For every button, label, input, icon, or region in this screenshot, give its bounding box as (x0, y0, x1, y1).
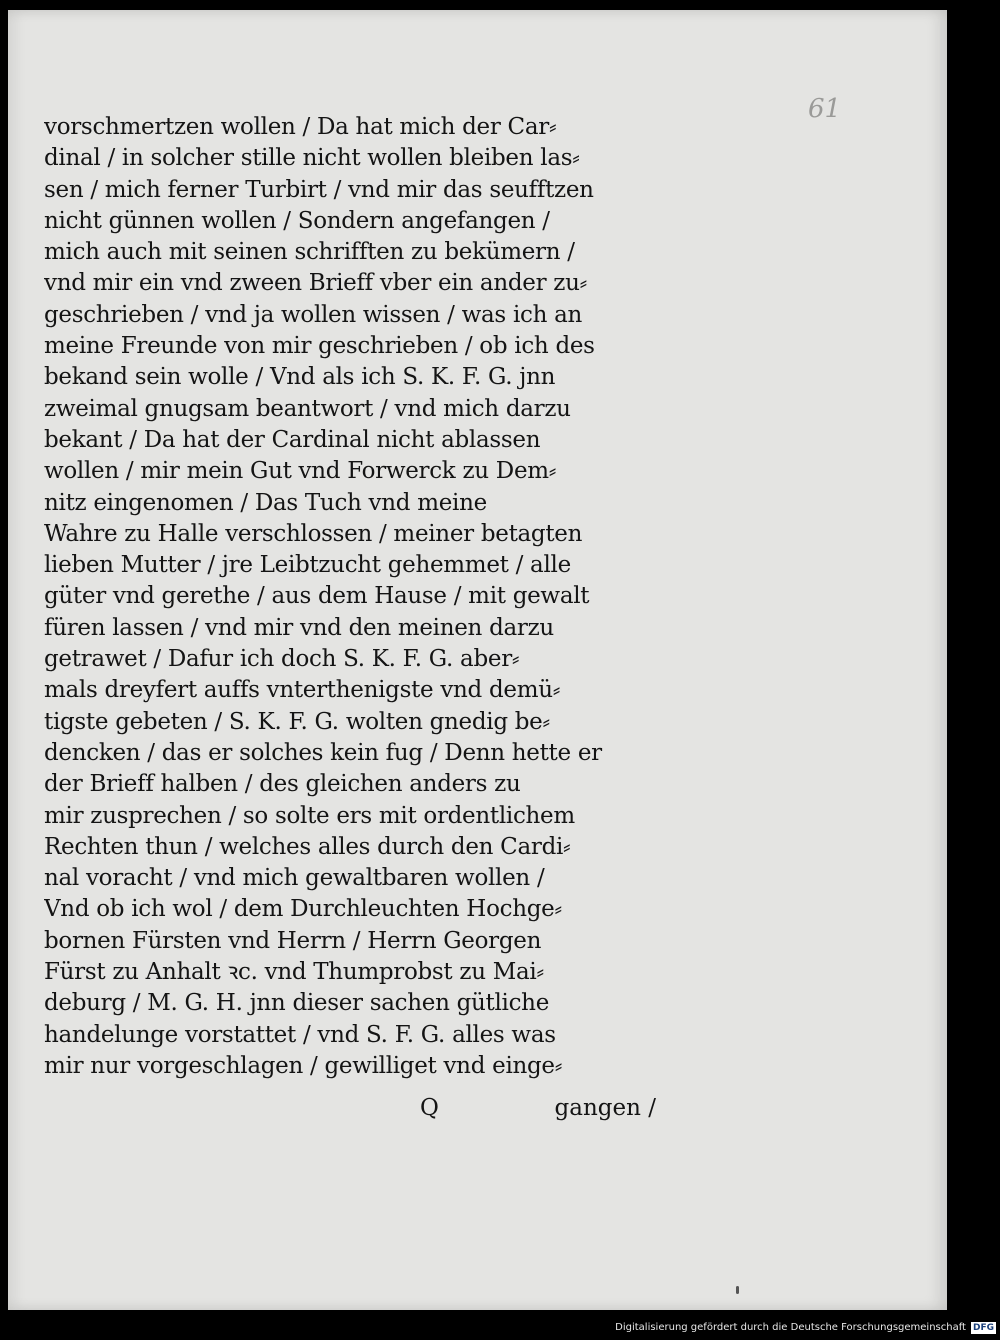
catchword: gangen / (554, 1095, 656, 1121)
book-page (8, 10, 947, 1310)
ink-speck (736, 1286, 739, 1294)
text-line: handelunge vorstattet / vnd S. F. G. alles was (44, 1021, 556, 1048)
text-line: mir nur vorgeschlagen / gewilliget vnd einge⸗ (44, 1052, 563, 1079)
text-line: zweimal gnugsam beantwort / vnd mich darzu (44, 395, 571, 422)
text-line: Rechten thun / welches alles durch den Cardi⸗ (44, 833, 571, 860)
text-line: bekand sein wolle / Vnd als ich S. K. F. G. jnn (44, 364, 556, 391)
text-line: Fürst zu Anhalt ꝛc. vnd Thumprobst zu Mai⸗ (44, 959, 544, 986)
text-line: mich auch mit seinen schrifften zu bekümern / (44, 239, 575, 266)
text-line: der Brieff halben / des gleichen anders zu (44, 771, 521, 798)
text-block (44, 112, 664, 1082)
text-line: wollen / mir mein Gut vnd Forwerck zu Dem⸗ (44, 458, 557, 485)
signature-mark: Q (420, 1095, 439, 1121)
text-line: vnd mir ein vnd zween Brieff vber ein ander zu⸗ (44, 270, 587, 297)
text-line: vorschmertzen wollen / Da hat mich der Car⸗ (44, 114, 557, 140)
catch-row (44, 1092, 664, 1124)
text-line: mals dreyfert auffs vnterthenigste vnd demü⸗ (44, 677, 561, 704)
text-line: sen / mich ferner Turbirt / vnd mir das seufftzen (44, 176, 594, 203)
text-line: bekant / Da hat der Cardinal nicht ablassen (44, 426, 541, 453)
text-line: getrawet / Dafur ich doch S. K. F. G. aber⸗ (44, 646, 520, 673)
text-line: lieben Mutter / jre Leibtzucht gehemmet / alle (44, 552, 571, 579)
text-line: tigste gebeten / S. K. F. G. wolten gnedig be⸗ (44, 708, 550, 735)
text-line: mir zusprechen / so solte ers mit ordentlichem (44, 802, 575, 829)
text-line: güter vnd gerethe / aus dem Hause / mit gewalt (44, 583, 590, 610)
text-line: meine Freunde von mir geschrieben / ob ich des (44, 333, 595, 360)
text-line: nal voracht / vnd mich gewaltbaren wollen / (44, 865, 545, 892)
text-line: dinal / in solcher stille nicht wollen bleiben las⸗ (44, 145, 580, 172)
text-line: Vnd ob ich wol / dem Durchleuchten Hochge⸗ (44, 896, 562, 923)
dfg-logo: DFG (972, 1322, 994, 1333)
text-line: bornen Fürsten vnd Herrn / Herrn Georgen (44, 927, 542, 954)
text-line: geschrieben / vnd ja wollen wissen / was ich an (44, 301, 583, 328)
text-line: nicht günnen wollen / Sondern angefangen / (44, 207, 550, 234)
text-line: füren lassen / vnd mir vnd den meinen darzu (44, 614, 554, 641)
text-line: dencken / das er solches kein fug / Denn hette er (44, 739, 602, 766)
text-line: Wahre zu Halle verschlossen / meiner betagten (44, 520, 583, 547)
attribution-footer (615, 1320, 996, 1335)
text-line: deburg / M. G. H. jnn dieser sachen gütliche (44, 990, 550, 1017)
attribution-text: Digitalisierung gefördert durch die Deutsche Forschungsgemeinschaft (615, 1322, 966, 1333)
folio-number: 61 (808, 94, 842, 124)
text-line: nitz eingenomen / Das Tuch vnd meine (44, 489, 487, 516)
